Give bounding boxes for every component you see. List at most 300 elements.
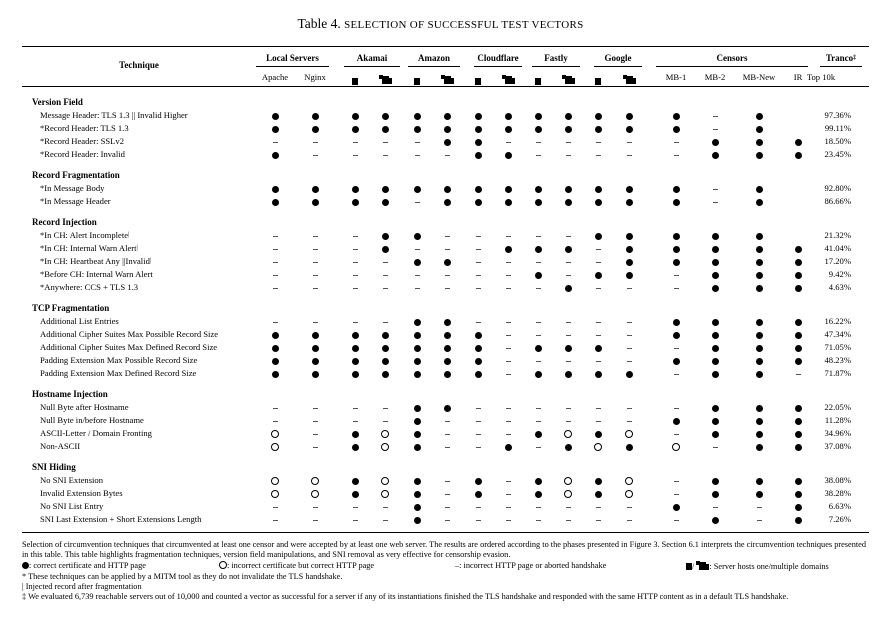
section-title: TCP Fragmentation <box>32 303 110 313</box>
full-circle-icon <box>270 369 280 379</box>
legend-ring: : incorrect certificate but correct HTTP page <box>219 561 374 571</box>
row-label <box>40 282 138 293</box>
notes-description: Selection of circumvention techniques that circumvented at least one censor and were accepted by at least one web server. The results are ordered according to the phases presented in Figure 3. Section 6.1 interprets the circumvention techniques presented in this table. This table highlights fragmentation techniques, version field manipulations, and SNI removal as very effective for censorship evasion. <box>22 540 866 560</box>
dash-mark <box>563 137 573 147</box>
full-circle-icon <box>710 330 720 340</box>
dash-mark <box>270 231 280 241</box>
full-circle-icon <box>671 502 681 512</box>
full-circle-icon <box>412 489 422 499</box>
group-header <box>592 53 644 64</box>
full-circle-icon <box>793 283 803 293</box>
subcolumn-header: IR <box>793 72 803 82</box>
dash-mark <box>671 137 681 147</box>
full-circle-icon <box>754 416 764 426</box>
dash-mark <box>310 429 320 439</box>
full-circle-icon <box>754 257 764 267</box>
tranco-value: 71.05% <box>824 342 851 352</box>
dash-mark <box>380 403 390 413</box>
full-circle-icon <box>563 283 573 293</box>
technique-name: Null Byte after Hostname <box>40 402 129 412</box>
dash-mark <box>563 317 573 327</box>
section-title: Record Injection <box>32 217 97 227</box>
dash-mark <box>270 502 280 512</box>
footnote-star: * These techniques can be applied by a MITM tool as they do not invalidate the TLS handshake. <box>22 571 343 581</box>
full-circle-icon <box>793 330 803 340</box>
full-circle-icon <box>473 137 483 147</box>
dash-mark <box>380 150 390 160</box>
row-label <box>40 243 138 254</box>
full-circle-icon <box>310 111 320 121</box>
single-host-icon <box>352 72 358 90</box>
full-circle-icon <box>412 124 422 134</box>
full-circle-icon <box>533 184 543 194</box>
full-circle-icon <box>624 369 634 379</box>
dash-mark <box>563 270 573 280</box>
tranco-value: 16.22% <box>824 316 851 326</box>
results-table <box>22 46 869 534</box>
full-circle-icon <box>473 489 483 499</box>
empty-circle-icon <box>310 489 320 499</box>
full-circle-icon <box>593 270 603 280</box>
dash-mark <box>533 502 543 512</box>
full-circle-icon <box>671 111 681 121</box>
full-circle-icon <box>412 476 422 486</box>
full-circle-icon <box>671 184 681 194</box>
full-circle-icon <box>412 369 422 379</box>
dash-mark <box>270 244 280 254</box>
empty-circle-icon <box>270 489 280 499</box>
technique-name: *In Message Header <box>40 196 111 206</box>
full-circle-icon <box>593 231 603 241</box>
full-circle-icon <box>533 489 543 499</box>
full-circle-icon <box>793 403 803 413</box>
group-header <box>254 53 331 64</box>
full-circle-icon <box>671 317 681 327</box>
full-circle-icon <box>710 403 720 413</box>
full-circle-icon <box>593 343 603 353</box>
full-circle-icon <box>350 369 360 379</box>
subcolumn-header: Nginx <box>304 72 326 82</box>
legend-host: / : Server hosts one/multiple domains <box>686 561 829 572</box>
dash-mark <box>503 257 513 267</box>
tranco-value: 18.50% <box>824 136 851 146</box>
tranco-value: 97.36% <box>824 110 851 120</box>
full-circle-icon <box>671 197 681 207</box>
full-circle-icon <box>533 369 543 379</box>
full-circle-icon <box>310 356 320 366</box>
dash-mark <box>593 502 603 512</box>
full-circle-icon <box>754 270 764 280</box>
row-label <box>40 329 218 340</box>
full-circle-icon <box>533 124 543 134</box>
tranco-value: 38.28% <box>824 488 851 498</box>
technique-name: *Anywhere: CCS + TLS 1.3 <box>40 282 139 292</box>
dash-mark <box>503 489 513 499</box>
technique-name: No SNI List Entry <box>40 501 104 511</box>
full-circle-icon <box>624 124 634 134</box>
dash-mark <box>624 283 634 293</box>
dash-mark <box>754 502 764 512</box>
dash-mark <box>473 442 483 452</box>
full-circle-icon <box>710 476 720 486</box>
technique-name: Message Header: TLS 1.3 || Invalid Higher <box>40 110 188 120</box>
dash-mark <box>442 416 452 426</box>
technique-name: Padding Extension Max Possible Record Size <box>40 355 198 365</box>
full-circle-icon <box>793 515 803 525</box>
group-name: Amazon <box>418 53 450 63</box>
dash-mark <box>593 137 603 147</box>
full-circle-icon <box>533 197 543 207</box>
full-circle-icon <box>593 197 603 207</box>
dash-mark <box>310 283 320 293</box>
empty-circle-icon <box>563 489 573 499</box>
full-circle-icon <box>793 137 803 147</box>
dash-mark <box>350 270 360 280</box>
full-circle-icon <box>503 244 513 254</box>
full-circle-icon <box>350 111 360 121</box>
full-circle-icon <box>793 489 803 499</box>
dash-mark <box>473 257 483 267</box>
group-underline <box>474 66 522 67</box>
row-label <box>40 488 123 499</box>
tranco-value: 17.20% <box>824 256 851 266</box>
tranco-value: 37.08% <box>824 441 851 451</box>
full-circle-icon <box>710 150 720 160</box>
table-title: SELECTION OF SUCCESSFUL TEST VECTORS <box>344 19 584 31</box>
full-circle-icon <box>754 197 764 207</box>
dash-mark <box>270 416 280 426</box>
dash-mark <box>671 343 681 353</box>
dash-mark <box>350 515 360 525</box>
full-circle-icon <box>793 150 803 160</box>
row-label <box>40 415 144 426</box>
tranco-value: 92.80% <box>824 183 851 193</box>
row-label <box>40 110 188 121</box>
full-circle-icon <box>624 244 634 254</box>
footnote-mark: | <box>149 258 152 264</box>
dash-mark <box>310 150 320 160</box>
dash-mark <box>473 416 483 426</box>
dash-mark <box>710 442 720 452</box>
group-name: Fastly <box>544 53 568 63</box>
subcolumn-header: Top 10k <box>806 72 836 82</box>
dash-mark <box>624 137 634 147</box>
dash-mark <box>593 257 603 267</box>
technique-name: *Record Header: Invalid <box>40 149 125 159</box>
full-circle-icon <box>270 197 280 207</box>
full-circle-icon <box>754 369 764 379</box>
dash-mark <box>671 403 681 413</box>
dash-mark <box>503 317 513 327</box>
row-label <box>40 269 153 280</box>
dash-mark <box>310 442 320 452</box>
full-circle-icon <box>710 231 720 241</box>
full-circle-icon <box>671 124 681 134</box>
technique-name: *Record Header: TLS 1.3 <box>40 123 129 133</box>
dash-mark <box>380 416 390 426</box>
technique-name: *In CH: Alert Incomplete <box>40 230 129 240</box>
full-circle-icon <box>754 283 764 293</box>
full-circle-icon <box>710 270 720 280</box>
dash-mark <box>380 502 390 512</box>
dash-mark <box>624 416 634 426</box>
dash-mark <box>473 317 483 327</box>
full-circle-icon <box>442 369 452 379</box>
dash-mark <box>593 416 603 426</box>
dash-mark <box>671 270 681 280</box>
full-circle-icon <box>754 244 764 254</box>
dash-mark <box>533 231 543 241</box>
dash-mark <box>671 489 681 499</box>
full-circle-icon <box>671 257 681 267</box>
dash-mark <box>503 343 513 353</box>
row-label <box>40 441 80 452</box>
table-notes <box>22 540 867 602</box>
tranco-value: 4.63% <box>828 282 851 292</box>
full-circle-icon <box>442 343 452 353</box>
full-circle-icon <box>754 317 764 327</box>
dash-mark <box>473 429 483 439</box>
dash-mark <box>310 244 320 254</box>
full-circle-icon <box>310 343 320 353</box>
subcolumn-header: MB-2 <box>704 72 726 82</box>
technique-name: Invalid Extension Bytes <box>40 488 123 498</box>
group-underline <box>532 66 580 67</box>
full-circle-icon <box>754 429 764 439</box>
tranco-value: 23.45% <box>824 149 851 159</box>
full-circle-icon <box>442 124 452 134</box>
technique-name: No SNI Extension <box>40 475 104 485</box>
dash-mark <box>710 197 720 207</box>
full-circle-icon <box>380 244 390 254</box>
full-circle-icon <box>710 416 720 426</box>
full-circle-icon <box>380 369 390 379</box>
footnote-dagger: ‡ We evaluated 6,739 reachable servers out of 10,000 and counted a vector as successful for a server if any of its instantiations finished the TLS handshake and responded with the same HTTP content as in a default TLS handshake. <box>22 592 789 602</box>
table-bottom-rule <box>22 532 869 533</box>
single-host-icon <box>475 72 481 90</box>
tranco-value: 86.66% <box>824 196 851 206</box>
technique-name: Additional Cipher Suites Max Possible Record Size <box>40 329 219 339</box>
dash-mark <box>710 502 720 512</box>
empty-circle-icon <box>563 429 573 439</box>
full-circle-icon <box>754 442 764 452</box>
empty-circle-icon <box>380 442 390 452</box>
dash-mark <box>412 244 422 254</box>
group-underline <box>594 66 642 67</box>
dash-mark <box>563 330 573 340</box>
dash-mark <box>310 231 320 241</box>
row-label <box>40 428 152 439</box>
full-circle-icon <box>473 124 483 134</box>
group-header <box>530 53 582 64</box>
row-label <box>40 355 197 366</box>
full-circle-icon <box>624 270 634 280</box>
dash-mark <box>380 283 390 293</box>
full-circle-icon <box>793 356 803 366</box>
tranco-value: 7.26% <box>828 514 851 524</box>
full-circle-icon <box>563 184 573 194</box>
full-circle-icon <box>270 330 280 340</box>
row-label <box>40 123 129 134</box>
legend-line <box>22 561 867 572</box>
dash-mark <box>473 231 483 241</box>
full-circle-icon <box>350 489 360 499</box>
dash-mark <box>593 403 603 413</box>
full-circle-icon <box>563 197 573 207</box>
dash-mark <box>671 515 681 525</box>
full-circle-icon <box>503 184 513 194</box>
full-circle-icon <box>754 137 764 147</box>
full-circle-icon <box>754 184 764 194</box>
dash-mark <box>270 317 280 327</box>
table-number: Table 4. <box>297 16 341 31</box>
full-circle-icon <box>710 489 720 499</box>
row-label <box>40 149 125 160</box>
dash-mark <box>310 502 320 512</box>
dash-mark <box>473 515 483 525</box>
dash-mark <box>310 515 320 525</box>
row-label <box>40 514 201 525</box>
dash-mark <box>563 257 573 267</box>
full-circle-icon <box>350 184 360 194</box>
dash-mark <box>380 137 390 147</box>
dash-mark <box>442 502 452 512</box>
footnote-bar: | Injected record after fragmentation <box>22 581 142 591</box>
dash-mark <box>624 150 634 160</box>
full-circle-icon <box>380 197 390 207</box>
group-header <box>472 53 524 64</box>
full-circle-icon <box>412 356 422 366</box>
group-name: Akamai <box>356 53 388 63</box>
dash-mark <box>350 283 360 293</box>
full-circle-icon <box>310 369 320 379</box>
dash-mark <box>563 416 573 426</box>
full-circle-icon <box>412 416 422 426</box>
full-circle-icon <box>442 111 452 121</box>
full-circle-icon <box>412 515 422 525</box>
full-circle-icon <box>442 356 452 366</box>
dash-mark <box>442 429 452 439</box>
full-circle-icon <box>350 124 360 134</box>
empty-circle-icon <box>380 429 390 439</box>
technique-header: Technique <box>119 60 159 70</box>
dash-mark <box>503 515 513 525</box>
full-circle-icon <box>350 442 360 452</box>
full-circle-icon <box>754 150 764 160</box>
full-circle-icon <box>533 244 543 254</box>
empty-circle-icon <box>624 476 634 486</box>
full-circle-icon <box>473 330 483 340</box>
tranco-value: 48.23% <box>824 355 851 365</box>
group-underline <box>408 66 460 67</box>
full-circle-icon <box>22 562 29 569</box>
dash-mark <box>380 270 390 280</box>
full-circle-icon <box>710 257 720 267</box>
tranco-value: 47.34% <box>824 329 851 339</box>
full-circle-icon <box>503 197 513 207</box>
dash-mark <box>350 244 360 254</box>
full-circle-icon <box>710 317 720 327</box>
group-underline <box>256 66 329 67</box>
group-name: Censors <box>716 53 748 63</box>
technique-name: Additional List Entries <box>40 316 119 326</box>
dash-mark <box>473 283 483 293</box>
footnote-mark: | <box>136 245 138 251</box>
table-caption <box>0 16 881 32</box>
dash-mark <box>503 283 513 293</box>
group-underline <box>344 66 400 67</box>
dash-mark <box>412 197 422 207</box>
full-circle-icon <box>754 356 764 366</box>
row-label <box>40 368 196 379</box>
full-circle-icon <box>793 416 803 426</box>
full-circle-icon <box>270 124 280 134</box>
dash-mark <box>671 283 681 293</box>
dash-mark <box>310 416 320 426</box>
row-label <box>40 475 103 486</box>
dash-mark <box>624 502 634 512</box>
full-circle-icon <box>380 111 390 121</box>
row-label <box>40 342 217 353</box>
full-circle-icon <box>624 197 634 207</box>
full-circle-icon <box>593 369 603 379</box>
full-circle-icon <box>754 124 764 134</box>
full-circle-icon <box>442 184 452 194</box>
full-circle-icon <box>412 330 422 340</box>
single-host-icon <box>686 563 692 570</box>
full-circle-icon <box>710 515 720 525</box>
full-circle-icon <box>710 356 720 366</box>
full-circle-icon <box>270 111 280 121</box>
multi-host-icon <box>696 561 709 570</box>
full-circle-icon <box>310 124 320 134</box>
full-circle-icon <box>473 184 483 194</box>
dash-mark <box>593 283 603 293</box>
dash-mark <box>533 330 543 340</box>
dash-mark <box>503 429 513 439</box>
technique-name: Padding Extension Max Defined Record Size <box>40 368 197 378</box>
full-circle-icon <box>310 184 320 194</box>
dash-mark <box>563 515 573 525</box>
single-host-icon <box>595 72 601 90</box>
tranco-value: 21.32% <box>824 230 851 240</box>
dash-mark <box>270 257 280 267</box>
full-circle-icon <box>563 244 573 254</box>
group-name: Google <box>604 53 632 63</box>
full-circle-icon <box>350 197 360 207</box>
full-circle-icon <box>793 244 803 254</box>
empty-circle-icon <box>624 429 634 439</box>
dash-mark <box>671 150 681 160</box>
full-circle-icon <box>533 270 543 280</box>
full-circle-icon <box>412 184 422 194</box>
full-circle-icon <box>624 231 634 241</box>
section-title: Hostname Injection <box>32 389 108 399</box>
full-circle-icon <box>473 476 483 486</box>
row-label <box>40 256 151 267</box>
full-circle-icon <box>442 403 452 413</box>
dash-mark <box>710 184 720 194</box>
full-circle-icon <box>473 369 483 379</box>
full-circle-icon <box>754 489 764 499</box>
dash-mark <box>442 476 452 486</box>
dash-mark <box>533 150 543 160</box>
full-circle-icon <box>671 330 681 340</box>
dash-mark <box>310 257 320 267</box>
dash-mark <box>624 330 634 340</box>
dash-mark <box>533 416 543 426</box>
group-underline <box>820 66 862 67</box>
